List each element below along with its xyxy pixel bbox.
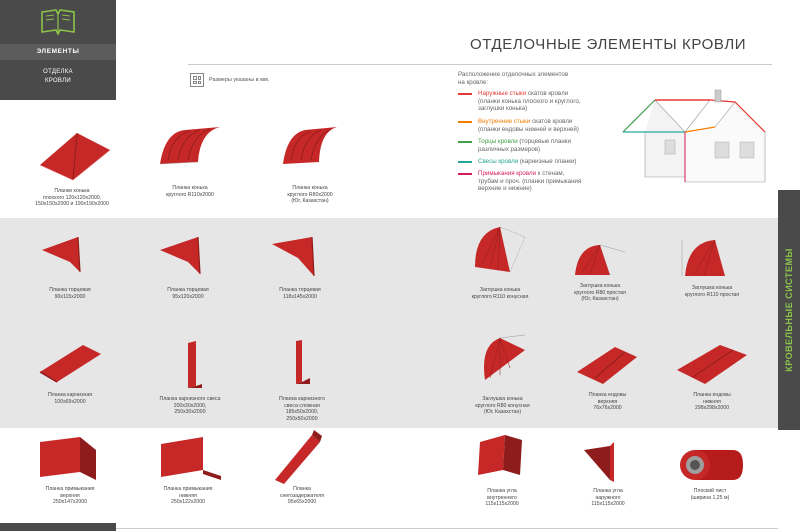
- legend-swatch: [458, 161, 472, 163]
- product-band: [0, 218, 778, 428]
- flat-sheet-roll-image: [675, 445, 745, 485]
- legend-text: (торцевые планки: [517, 138, 571, 145]
- page-title: ОТДЕЛОЧНЫЕ ЭЛЕМЕНТЫ КРОВЛИ: [470, 36, 747, 53]
- chapter-tab[interactable]: [778, 190, 800, 430]
- legend-item: [458, 138, 628, 153]
- eaves-complex-image: [280, 338, 320, 393]
- legend-swatch: [458, 121, 472, 123]
- subsection-label: [0, 68, 116, 86]
- legend-text: (планки ендовы нижней и верхней): [478, 125, 579, 133]
- legend-text: трубам и проч. (планки примыкания: [478, 177, 582, 185]
- product-caption: Планка карнизного свеса 200х30х2000, 250х30х2000: [159, 396, 221, 416]
- legend-text: скатов кровли: [530, 118, 573, 125]
- product-caption: Планка угла внутреннего 115х115х2000: [485, 488, 519, 508]
- product-caption: Планка карнизная 100х69х2000: [47, 392, 93, 405]
- legend-heading: [458, 71, 618, 87]
- product-caption: Плоский лист (ширина 1,25 м): [690, 488, 730, 501]
- product-caption: Планка угла наружного 115х115х2000: [591, 488, 625, 508]
- ridge-cap-r110-cone-image: [470, 222, 530, 284]
- legend-heading-line1: Расположение отделочных элементов: [458, 71, 569, 78]
- snow-guard-strip-image: [270, 430, 330, 485]
- product-caption: Планка карнизного свеса сложная 185х50х2000, 250х50х2000: [279, 396, 325, 422]
- product-caption: Планка примыкания верхняя 250х147х2000: [45, 486, 95, 506]
- ridge-round-r80-image: [275, 122, 345, 177]
- gable-118-image: [270, 232, 330, 282]
- abutment-upper-image: [30, 432, 100, 482]
- eaves-overhang-image: [170, 338, 210, 393]
- roof-diagram: [615, 82, 775, 197]
- product-caption: Заглушка конька круглого R110 конусная: [471, 287, 529, 300]
- legend-item: [458, 158, 628, 166]
- gable-95-image: [158, 232, 218, 282]
- product-caption: Планка снегозадержателя 95х65х2000: [279, 486, 325, 506]
- legend-key: Наружные стыки: [478, 90, 527, 97]
- product-caption: Заглушка конька круглого R80 конусная (Юг, Казахстан): [475, 396, 530, 416]
- legend-item: [458, 118, 628, 133]
- legend-key: Внутренние стыки: [478, 118, 531, 125]
- legend-swatch: [458, 93, 472, 95]
- ridge-cap-r80-cone-image: [475, 330, 530, 392]
- ridge-cap-r110-image: [680, 236, 740, 281]
- title-divider: [188, 64, 772, 65]
- ridge-round-r110-image: [150, 122, 230, 177]
- product-caption: Планка ендовы нижняя 298х298х2000: [693, 392, 731, 412]
- legend-text: скатов кровли: [526, 90, 569, 97]
- book-logo-icon: [40, 8, 76, 36]
- product-caption: Заглушка конька круглого R80 простая (Юг, Казахстан): [574, 283, 626, 303]
- legend-text: к стенам,: [536, 170, 565, 177]
- footer-divider: [116, 528, 778, 529]
- legend-key: Свесы кровли: [478, 158, 519, 165]
- chapter-tab-label: КРОВЕЛЬНЫЕ СИСТЕМЫ: [784, 248, 794, 372]
- product-caption: Планка конька круглого R110х2000: [166, 185, 214, 198]
- corner-inner-image: [470, 430, 530, 485]
- legend-swatch: [458, 173, 472, 175]
- section-label: ЭЛЕМЕНТЫ: [0, 44, 116, 60]
- legend-item: [458, 90, 628, 113]
- gable-90-image: [40, 232, 100, 282]
- product-caption: Планка торцевая 118х145х2000: [279, 287, 321, 300]
- sidebar: [0, 0, 116, 100]
- product-caption: Заглушка конька круглого R110 простая: [684, 285, 740, 298]
- subsection-line2: КРОВЛИ: [44, 78, 72, 84]
- legend-text: различных размеров): [478, 145, 541, 153]
- eaves-strip-image: [35, 340, 105, 385]
- product-caption: Планка торцевая 90х115х2000: [49, 287, 91, 300]
- legend-key: Торцы кровли: [478, 138, 518, 145]
- valley-lower-image: [675, 340, 750, 388]
- ridge-cap-r80-image: [570, 240, 630, 280]
- ridge-flat-image: [35, 125, 115, 185]
- valley-upper-image: [575, 342, 640, 387]
- abutment-lower-image: [155, 432, 225, 482]
- product-caption: Планка ендовы верхняя 76х76х2000: [588, 392, 627, 412]
- product-caption: Планка торцевая 95х120х2000: [167, 287, 209, 300]
- legend-text: верхние и нижние): [478, 185, 532, 193]
- legend-text: заглушки конька): [478, 105, 528, 113]
- size-note: [190, 73, 269, 87]
- subsection-line1: ОТДЕЛКА: [43, 69, 73, 75]
- legend-heading-line2: на кровле:: [458, 79, 489, 86]
- dimensions-icon: [190, 73, 204, 87]
- product-caption: Планка конька круглого R80х2000 (Юг, Казахстан): [287, 185, 333, 205]
- product-caption: Планка примыкания нижняя 250х122х2000: [163, 486, 213, 506]
- legend-item: [458, 170, 628, 193]
- legend-key: Примыкания кровли: [478, 170, 537, 177]
- corner-outer-image: [580, 440, 630, 485]
- legend-text: (планки конька плоского и круглого,: [478, 97, 581, 105]
- size-note-text: Размеры указаны в мм.: [209, 77, 270, 83]
- legend-text: (карнизные планки): [518, 158, 577, 165]
- legend-swatch: [458, 141, 472, 143]
- product-caption: Планки конька плоского 120х120х2000, 150х150х2000 и 190х190х2000: [35, 188, 109, 208]
- sidebar-footer: [0, 523, 116, 531]
